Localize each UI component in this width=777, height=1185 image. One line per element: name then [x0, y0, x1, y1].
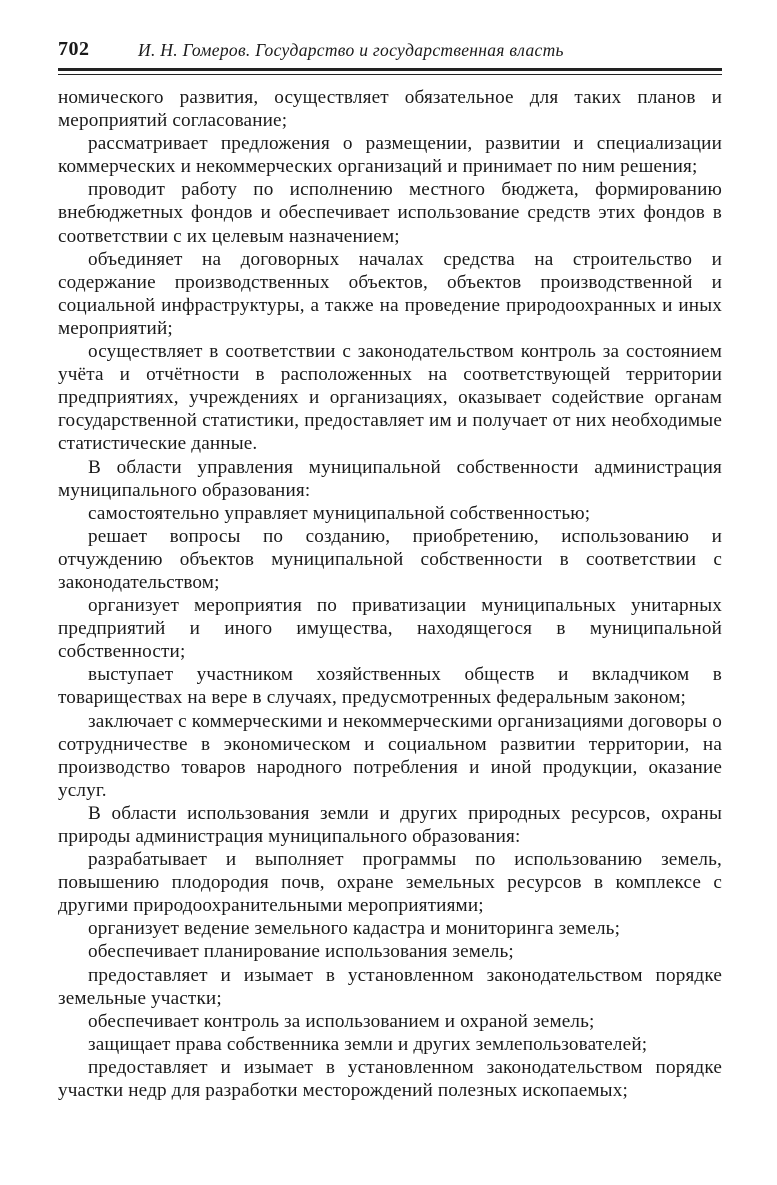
- paragraph: осуществляет в соответствии с законодательством контроль за состоянием учёта и отчётности в расположенных на соответствующей территории предприятиях, учреждениях и организациях, оказывает содействие органам государственной статистики, предоставляет им и получает от них необходимые статистические данные.: [58, 341, 722, 455]
- section-intro-land-resources: В области использования земли и других природных ресурсов, охраны природы администрация муниципального образования:: [58, 802, 722, 847]
- running-title: И. Н. Гомеров. Государство и государственная власть: [138, 40, 564, 60]
- paragraph: рассматривает предложения о размещении, развитии и специализации коммерческих и некоммерческих организаций и принимает по ним решения;: [58, 133, 722, 178]
- paragraph: защищает права собственника земли и других землепользователей;: [88, 1033, 648, 1055]
- paragraph: самостоятельно управляет муниципальной собственностью;: [88, 502, 591, 524]
- paragraph-continued: номического развития, осуществляет обязательное для таких планов и мероприятий согласование;: [58, 87, 722, 132]
- paragraph: заключает с коммерческими и некоммерческими организациями договоры о сотрудничестве в экономическом и социальном развитии территории, на производство товаров народного потребления и иной продукции, оказание услуг.: [58, 710, 722, 801]
- paragraph: обеспечивает контроль за использованием и охраной земель;: [88, 1010, 595, 1032]
- paragraph: объединяет на договорных началах средства на строительство и содержание производственных объектов, объектов производственной и социальной инфраструктуры, а также на проведение природоохранных и иных мероприятий;: [58, 248, 722, 339]
- header-rule-thick: [58, 68, 722, 71]
- paragraph: выступает участником хозяйственных обществ и вкладчиком в товариществах на вере в случаях, предусмотренных федеральным законом;: [58, 664, 722, 709]
- paragraph: организует ведение земельного кадастра и мониторинга земель;: [88, 918, 621, 940]
- paragraph: организует мероприятия по приватизации муниципальных унитарных предприятий и иного имущества, находящегося в муниципальной собственности;: [58, 595, 722, 663]
- paragraph: предоставляет и изымает в установленном законодательством порядке земельные участки;: [58, 964, 722, 1009]
- paragraph: предоставляет и изымает в установленном законодательством порядке участки недр для разработки месторождений полезных ископаемых;: [58, 1056, 722, 1102]
- paragraph: разрабатывает и выполняет программы по использованию земель, повышению плодородия почв, охране земельных ресурсов в комплексе с другими природоохранительными мероприятиями;: [58, 849, 722, 917]
- paragraph: решает вопросы по созданию, приобретению, использованию и отчуждению объектов муниципальной собственности в соответствии с законодательством;: [58, 525, 722, 593]
- section-intro-municipal-property: В области управления муниципальной собственности администрация муниципального образования:: [58, 456, 722, 501]
- header-rule-thin: [58, 74, 722, 75]
- paragraph: обеспечивает планирование использования земель;: [88, 941, 514, 963]
- page-number: 702: [58, 38, 90, 60]
- body-text: [58, 86, 722, 1102]
- paragraph: проводит работу по исполнению местного бюджета, формированию внебюджетных фондов и обеспечивает использование средств этих фондов в соответствии с их целевым назначением;: [58, 179, 722, 247]
- running-header: [58, 38, 722, 64]
